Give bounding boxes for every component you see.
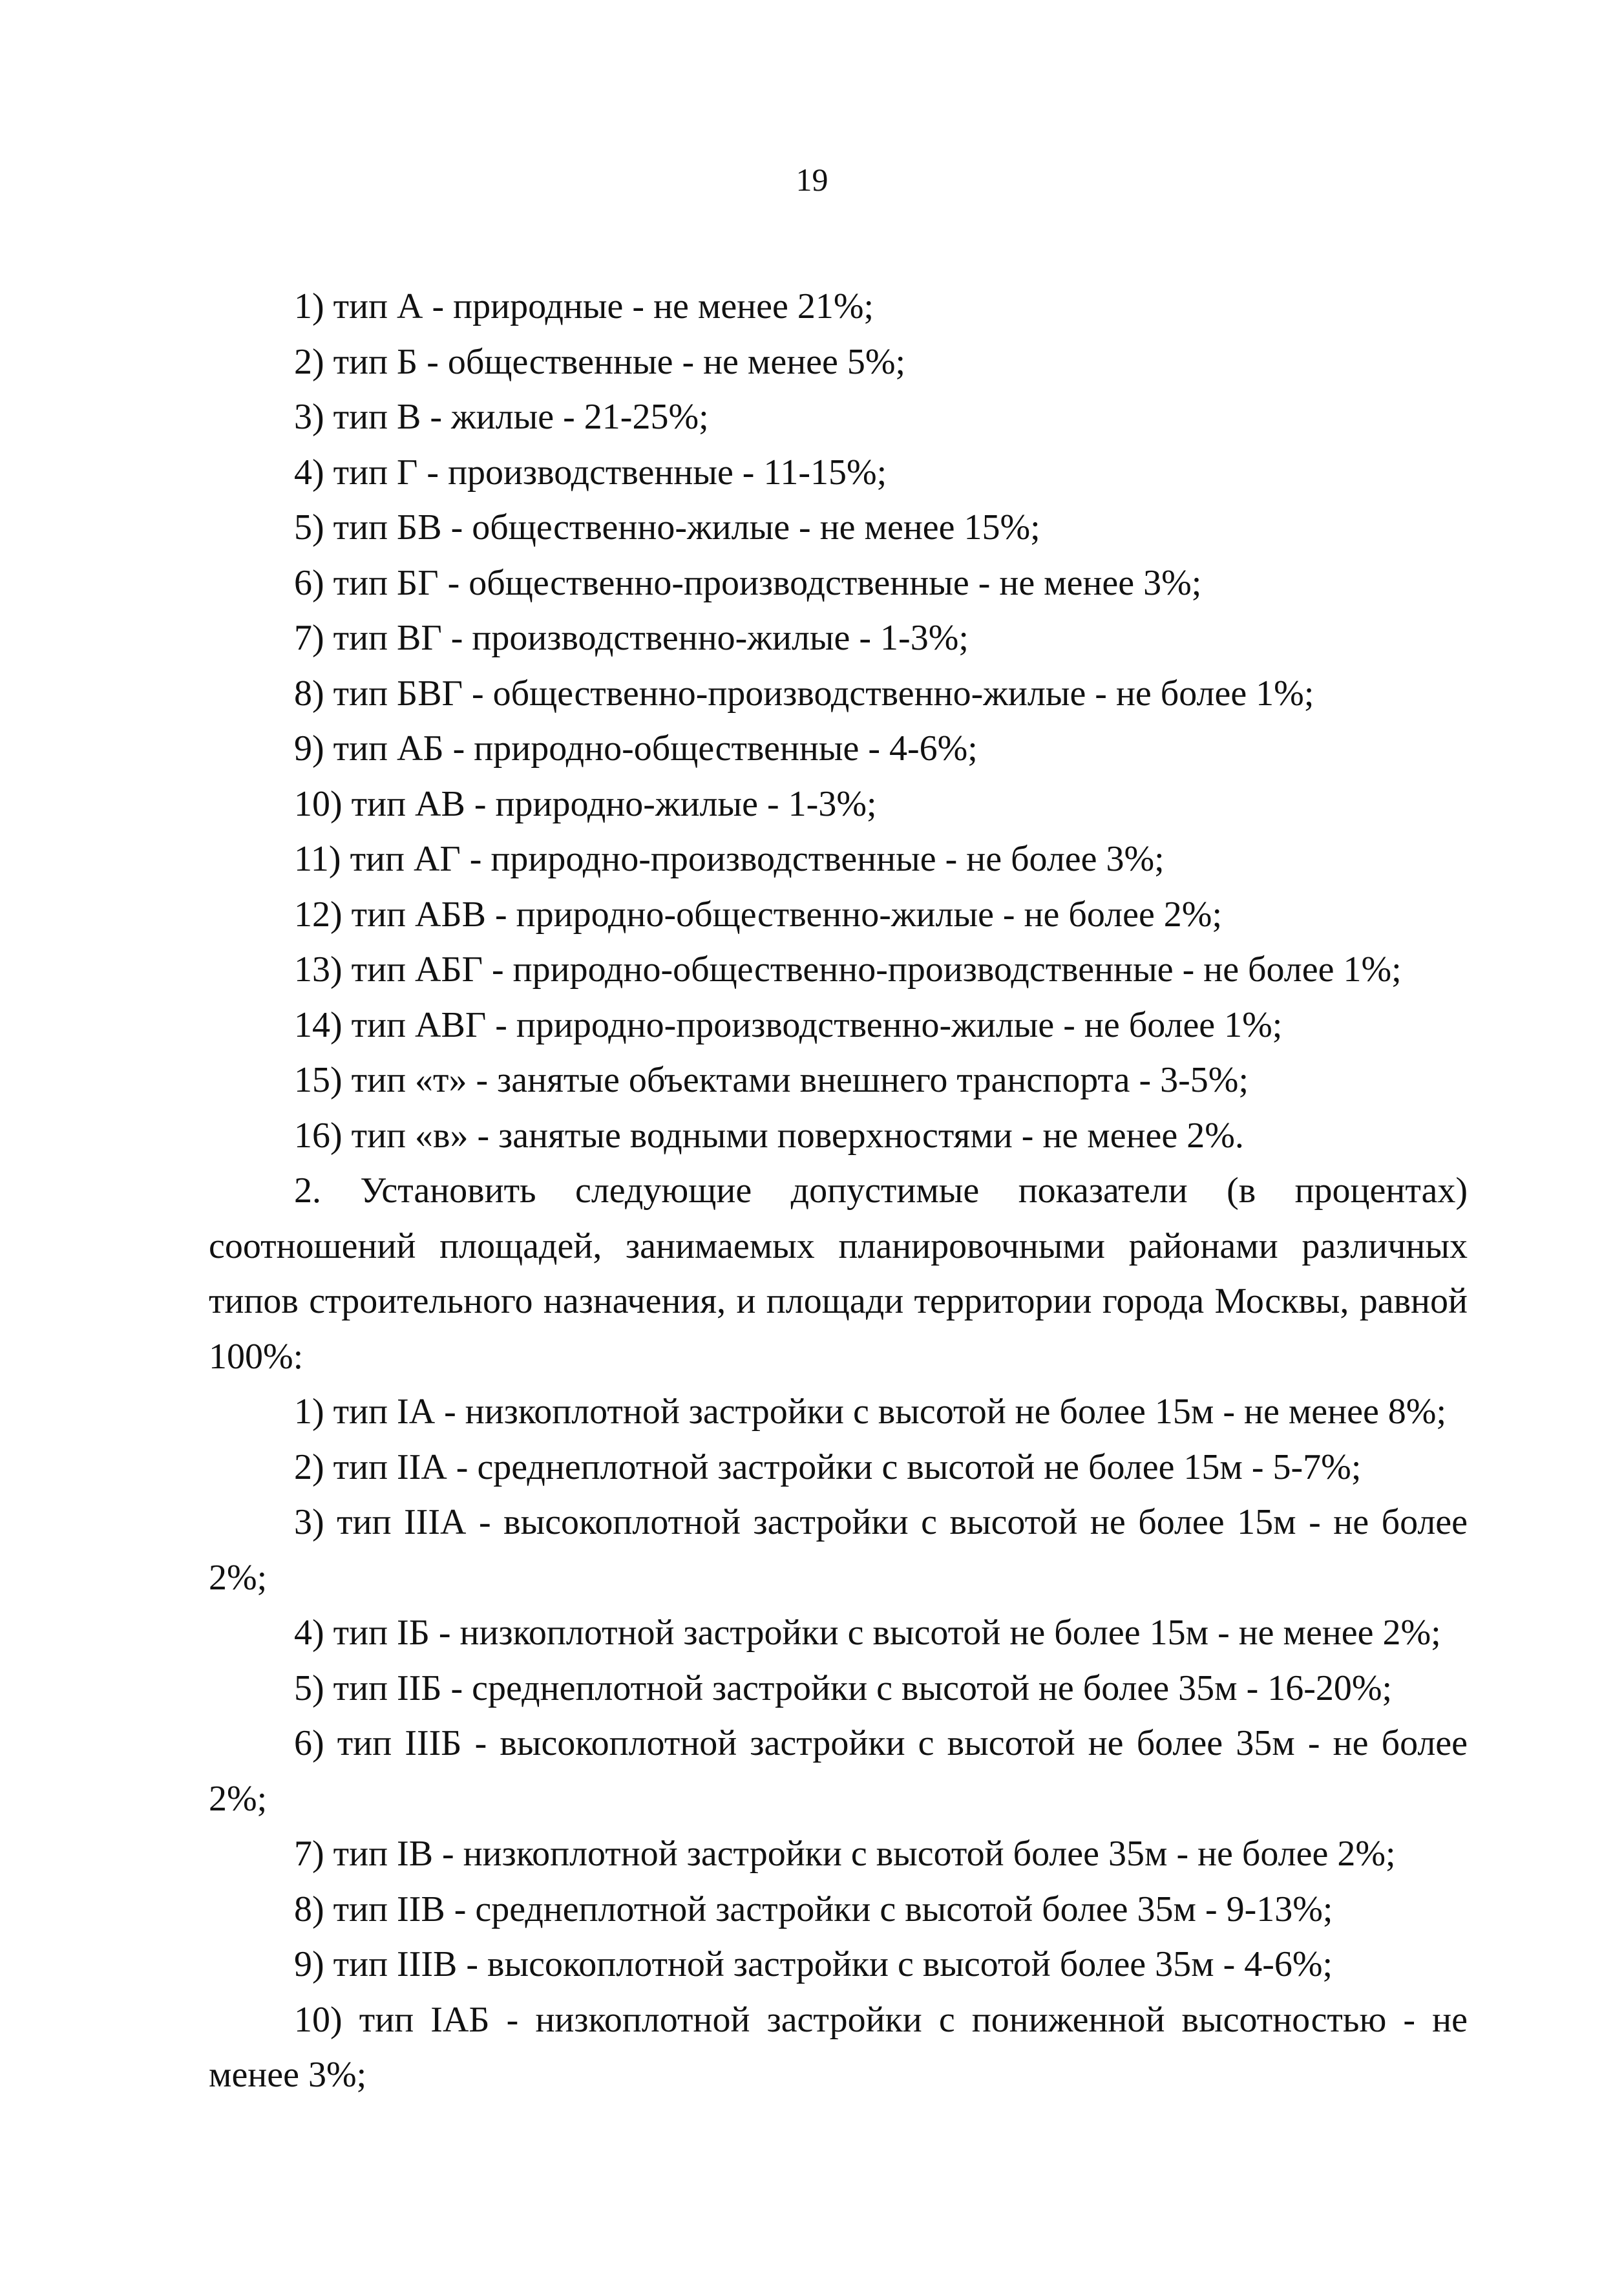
list-item: 10) тип IАБ - низкоплотной застройки с пониженной высотностью - не менее 3%;	[209, 1999, 1468, 2095]
list-item: 6) тип БГ - общественно-производственные - не менее 3%;	[294, 562, 1202, 603]
list-item: 4) тип Г - производственные - 11-15%;	[294, 452, 887, 493]
list-item: 16) тип «в» - занятые водными поверхностями - не менее 2%.	[294, 1115, 1244, 1156]
list-item: 7) тип IВ - низкоплотной застройки с высотой более 35м - не более 2%;	[294, 1834, 1396, 1874]
list-item: 5) тип IIБ - среднеплотной застройки с высотой не более 35м - 16-20%;	[294, 1668, 1393, 1708]
list-item: 8) тип БВГ - общественно-производственно-жилые - не более 1%;	[294, 673, 1314, 714]
list-item: 3) тип В - жилые - 21-25%;	[294, 397, 709, 437]
list-item: 12) тип АБВ - природно-общественно-жилые - не более 2%;	[294, 894, 1223, 935]
list-item: 2) тип Б - общественные - не менее 5%;	[294, 341, 906, 382]
list-item: 10) тип АВ - природно-жилые - 1-3%;	[294, 783, 877, 824]
list-item: 4) тип IБ - низкоплотной застройки с высотой не более 15м - не менее 2%;	[294, 1613, 1441, 1653]
list-item: 14) тип АВГ - природно-производственно-жилые - не более 1%;	[294, 1004, 1283, 1045]
list-item: 1) тип А - природные - не менее 21%;	[294, 286, 874, 326]
list-item: 8) тип IIВ - среднеплотной застройки с высотой более 35м - 9-13%;	[294, 1889, 1333, 1929]
list-item: 9) тип АБ - природно-общественные - 4-6%;	[294, 728, 978, 769]
list-item: 9) тип IIIВ - высокоплотной застройки с высотой более 35м - 4-6%;	[294, 1944, 1333, 1984]
document-body	[209, 279, 1468, 2103]
list-item: 1) тип IА - низкоплотной застройки с высотой не более 15м - не менее 8%;	[294, 1392, 1447, 1432]
list-item: 2) тип IIА - среднеплотной застройки с высотой не более 15м - 5-7%;	[294, 1447, 1362, 1487]
list-item: 5) тип БВ - общественно-жилые - не менее 15%;	[294, 507, 1040, 547]
building-type-list	[209, 1385, 1468, 2103]
list-item: 7) тип ВГ - производственно-жилые - 1-3%;	[294, 618, 969, 658]
page-number: 19	[796, 162, 828, 198]
land-use-type-list	[209, 279, 1468, 1163]
list-item: 6) тип IIIБ - высокоплотной застройки с высотой не более 35м - не более 2%;	[209, 1723, 1468, 1819]
section-2-intro: 2. Установить следующие допустимые показатели (в процентах) соотношений площадей, занимаемых планировочными районами различных типов строительного назначения, и площади территории города Москвы, равной 100%:	[209, 1171, 1468, 1377]
list-item: 15) тип «т» - занятые объектами внешнего транспорта - 3-5%;	[294, 1060, 1249, 1100]
list-item: 13) тип АБГ - природно-общественно-производственные - не более 1%;	[294, 950, 1402, 990]
list-item: 11) тип АГ - природно-производственные - не более 3%;	[294, 839, 1165, 879]
list-item: 3) тип IIIА - высокоплотной застройки с высотой не более 15м - не более 2%;	[209, 1502, 1468, 1598]
